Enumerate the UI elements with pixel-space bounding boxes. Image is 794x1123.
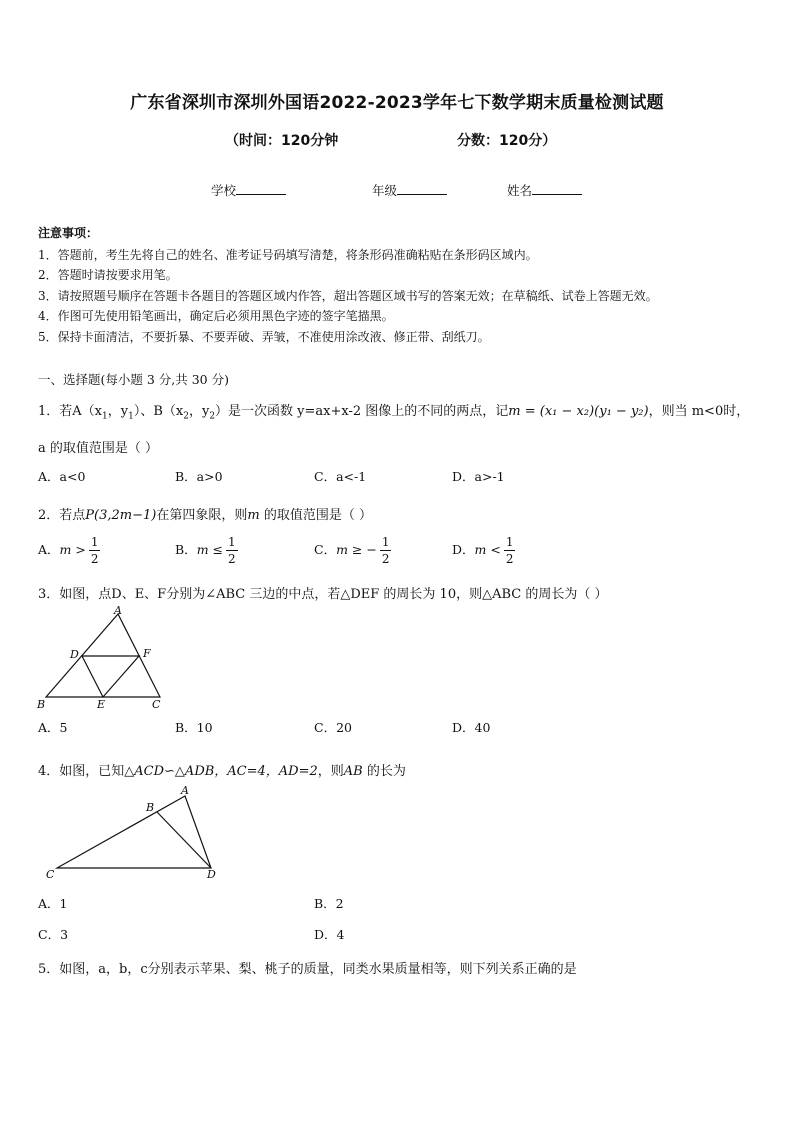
triangle-def-figure bbox=[34, 602, 169, 712]
label-a: A bbox=[114, 604, 122, 617]
question-1-line2: a 的取值范围是（ ） bbox=[38, 441, 159, 456]
q4-option-d[interactable]: D．4 bbox=[314, 927, 345, 942]
grade-blank[interactable] bbox=[397, 182, 447, 195]
q3-option-d[interactable]: D．40 bbox=[452, 720, 491, 735]
notes-heading: 注意事项： bbox=[38, 226, 99, 240]
label-b: B bbox=[37, 698, 46, 711]
exam-time: （时间：120分钟 bbox=[225, 133, 339, 149]
q1-option-c[interactable]: C．a<-1 bbox=[314, 469, 367, 484]
label-a: A bbox=[181, 784, 189, 797]
label-b: B bbox=[146, 801, 155, 814]
school-blank[interactable] bbox=[236, 182, 286, 195]
grade-field[interactable] bbox=[372, 181, 447, 199]
label-c: C bbox=[152, 698, 161, 711]
note-item: 3．请按照题号顺序在答题卡各题目的答题区域内作答，超出答题区域书写的答案无效；在草稿纸、试卷上答题无效。 bbox=[38, 289, 658, 303]
q1-formula: m = (x₁ − x₂)(y₁ − y₂) bbox=[508, 404, 649, 419]
question-5-stem: 5．如图，a，b，c分别表示苹果、梨、桃子的质量，同类水果质量相等，则下列关系正确的是 bbox=[38, 962, 577, 977]
label-d: D bbox=[207, 868, 216, 881]
label-c: C bbox=[46, 868, 55, 881]
q4-similarity: △ACD∽△ADB，AC=4，AD=2 bbox=[124, 764, 318, 779]
q1-option-d[interactable]: D．a>-1 bbox=[452, 469, 505, 484]
triangle-acd bbox=[57, 796, 211, 868]
q2-option-d[interactable]: D．m < $\frac{1}{2}$ bbox=[452, 535, 514, 566]
note-item: 5．保持卡面清洁，不要折暴、不要弄破、弄皱，不准使用涂改液、修正带、刮纸刀。 bbox=[38, 330, 490, 344]
q1-option-b[interactable]: B．a>0 bbox=[175, 469, 223, 484]
page-title: 广东省深圳市深圳外国语2022-2023学年七下数学期末质量检测试题 bbox=[130, 93, 664, 113]
label-d: D bbox=[70, 648, 79, 661]
q2-option-c[interactable]: C．m ≥ − $\frac{1}{2}$ bbox=[314, 535, 390, 566]
q4-option-b[interactable]: B．2 bbox=[314, 896, 344, 911]
school-field[interactable] bbox=[211, 181, 286, 199]
grade-label: 年级 bbox=[372, 183, 398, 198]
q1-option-a[interactable]: A．a<0 bbox=[38, 469, 86, 484]
q3-option-c[interactable]: C．20 bbox=[314, 720, 352, 735]
note-item: 4．作图可先使用铅笔画出，确定后必须用黑色字迹的签字笔描黑。 bbox=[38, 309, 394, 323]
triangle-def bbox=[82, 656, 139, 697]
exam-score: 分数：120分） bbox=[457, 133, 557, 149]
q4-option-c[interactable]: C．3 bbox=[38, 927, 69, 942]
name-field[interactable] bbox=[507, 181, 582, 199]
question-3-stem: 3．如图，点D、E、F分别为∠ABC 三边的中点，若△DEF 的周长为 10，则△ABC 的周长为（ ） bbox=[38, 587, 608, 602]
label-e: E bbox=[97, 698, 106, 711]
name-label: 姓名 bbox=[507, 183, 533, 198]
q2-point: P(3,2m−1) bbox=[85, 508, 157, 523]
school-label: 学校 bbox=[211, 183, 237, 198]
q4-option-a[interactable]: A．1 bbox=[38, 896, 68, 911]
similar-triangles-figure bbox=[40, 780, 230, 885]
question-2-stem: 2．若点P(3,2m−1)在第四象限，则m 的取值范围是（ ） bbox=[38, 508, 372, 523]
name-blank[interactable] bbox=[532, 182, 582, 195]
q3-option-b[interactable]: B．10 bbox=[175, 720, 213, 735]
q3-option-a[interactable]: A．5 bbox=[38, 720, 68, 735]
section-heading: 一、选择题(每小题 3 分,共 30 分) bbox=[38, 372, 229, 387]
segment-bd bbox=[157, 812, 211, 868]
question-4-stem: 4．如图，已知△ACD∽△ADB，AC=4，AD=2，则AB 的长为 bbox=[38, 764, 406, 779]
q2-option-a[interactable]: A．m > $\frac{1}{2}$ bbox=[38, 535, 99, 566]
note-item: 1．答题前，考生先将自己的姓名、准考证号码填写清楚，将条形码准确粘贴在条形码区域内。 bbox=[38, 248, 538, 262]
note-item: 2．答题时请按要求用笔。 bbox=[38, 268, 178, 282]
q2-option-b[interactable]: B．m ≤ $\frac{1}{2}$ bbox=[175, 535, 236, 566]
question-1-stem: 1．若$A(x_1$，$y_1$）、$B(x_2$，$y_2$）是一次函数 y=ax+x-2 图像上的不同的两点，记m = (x₁ − x₂)(y₁ − y₂)，则当 m<0时， bbox=[38, 404, 750, 422]
label-f: F bbox=[143, 647, 151, 660]
